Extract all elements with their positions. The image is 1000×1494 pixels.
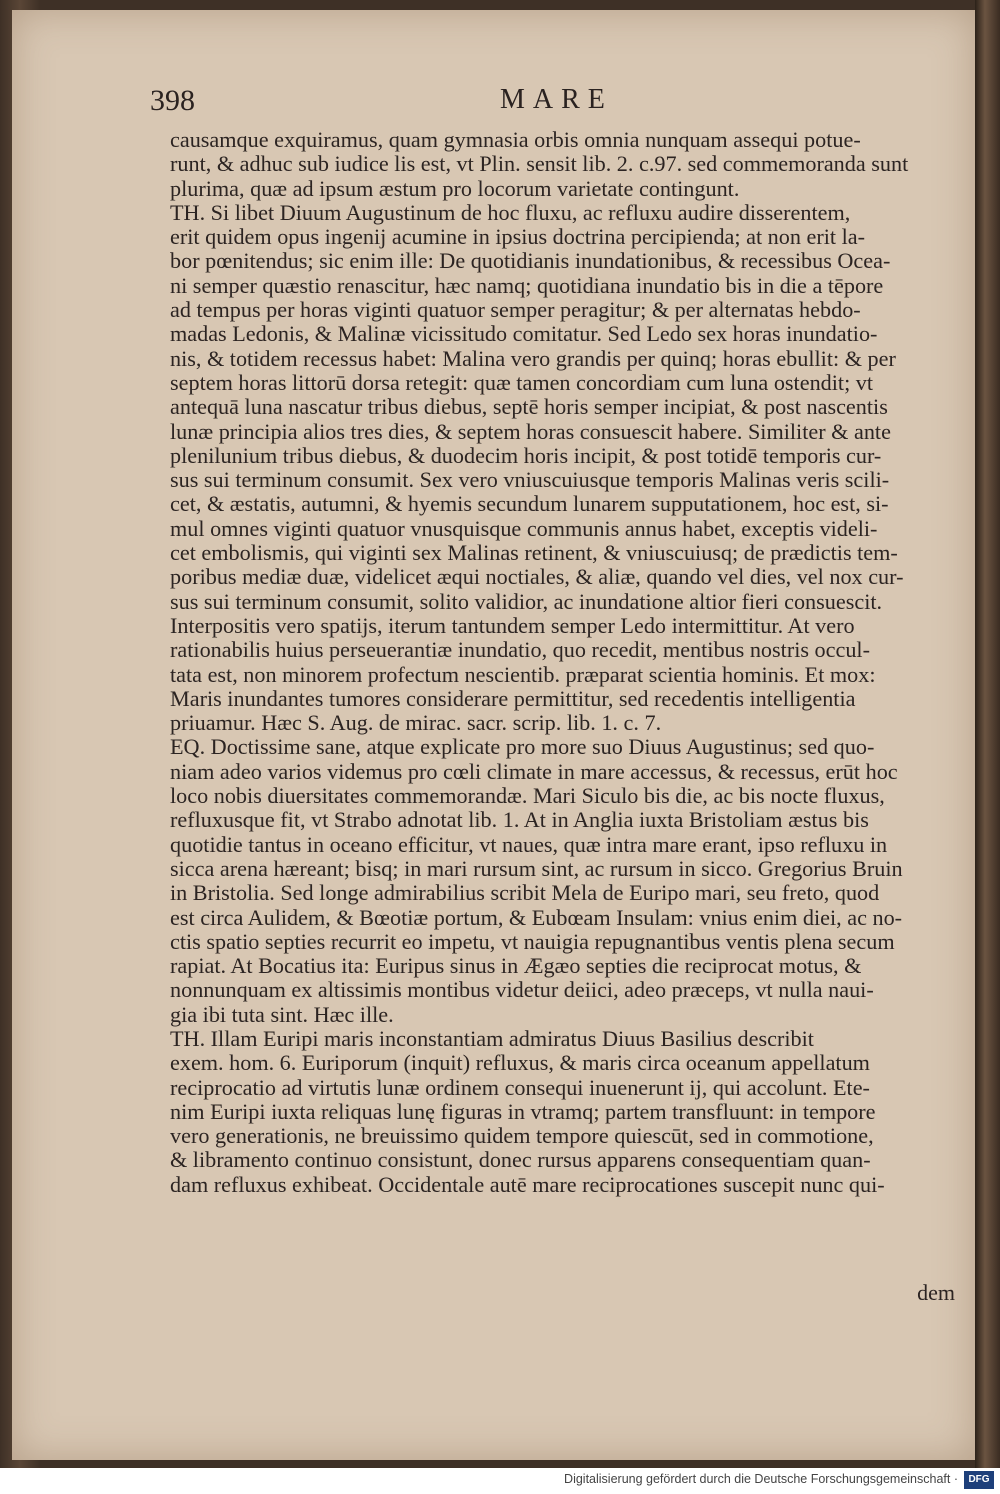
text-line: Maris inundantes tumores considerare permittitur, sed recedentis intelligentia — [170, 686, 856, 711]
text-line: plenilunium tribus diebus, & duodecim horis incipit, & post totidē temporis cur- — [170, 443, 882, 468]
catchword: dem — [917, 1280, 955, 1305]
text-line: quotidie tantus in oceano efficitur, vt naues, quæ intra mare erant, ipso refluxu in — [170, 832, 888, 857]
page-edge — [975, 0, 1000, 1468]
text-line: dam refluxus exhibeat. Occidentale autē mare reciprocationes suscepit nunc qui- — [170, 1172, 885, 1197]
page-number: 398 — [150, 84, 195, 117]
text-line: EQ. Doctissime sane, atque explicate pro more suo Diuus Augustinus; sed quo- — [170, 735, 875, 760]
text-line: exem. hom. 6. Euriporum (inquit) refluxus, & maris circa oceanum appellatum — [170, 1051, 870, 1076]
text-line: & libramento continuo consistunt, donec rursus apparens consequentiam quan- — [170, 1148, 871, 1173]
text-line: refluxusque fit, vt Strabo adnotat lib. 1. At in Anglia iuxta Bristoliam æstus bis — [170, 808, 869, 833]
text-line: gia ibi tuta sint. Hæc ille. — [170, 1002, 394, 1027]
text-line: reciprocatio ad virtutis lunæ ordinem consequi inuenerunt ij, qui accolunt. Ete- — [170, 1075, 870, 1100]
dfg-logo: DFG — [964, 1471, 994, 1489]
text-line: est circa Aulidem, & Bœotiæ portum, & Eubœam Insulam: vnius enim diei, ac no- — [170, 905, 903, 930]
text-line: Interpositis vero spatijs, iterum tantundem semper Ledo intermittitur. At vero — [170, 613, 855, 638]
text-line: antequā luna nascatur tribus diebus, septē horis semper incipiat, & post nascentis — [170, 395, 888, 420]
text-line: sus sui terminum consumit, solito validior, ac inundatione altior fieri consuescit. — [170, 589, 883, 614]
text-line: ctis spatio septies recurrit eo impetu, vt nauigia repugnantibus ventis plena secum — [170, 929, 895, 954]
text-line: TH. Si libet Diuum Augustinum de hoc fluxu, ac refluxu audire disserentem, — [170, 200, 851, 225]
text-line: madas Ledonis, & Malinæ vicissitudo comitatur. Sed Ledo sex horas inundatio- — [170, 322, 878, 347]
text-line: poribus mediæ duæ, videlicet æqui noctiales, & aliæ, quando vel dies, vel nox cur- — [170, 565, 904, 590]
funding-credit: Digitalisierung gefördert durch die Deutsche Forschungsgemeinschaft · — [564, 1472, 958, 1486]
text-line: lunæ principia alios tres dies, & septem horas consuescit habere. Similiter & ante — [170, 419, 891, 444]
text-line: mul omnes viginti quatuor vnusquisque communis annus habet, exceptis videli- — [170, 516, 878, 541]
text-line: rationabilis huius perseuerantiæ inundatio, quo recedit, mentibus nostris occul- — [170, 638, 870, 663]
body-text — [170, 128, 955, 1197]
text-line: priuamur. Hæc S. Aug. de mirac. sacr. scrip. lib. 1. c. 7. — [170, 711, 662, 736]
text-line: sicca arena hæreant; bisq; in mari rursum sint, ac rursum in sicco. Gregorius Bruin — [170, 856, 903, 881]
text-line: loco nobis diuersitates commemorandæ. Mari Siculo bis die, ac bis nocte fluxus, — [170, 784, 885, 809]
text-line: tata est, non minorem profectum nescientib. præparat scientia hominis. Et mox: — [170, 662, 876, 687]
text-line: erit quidem opus ingenij acumine in ipsius doctrina percipienda; at non erit la- — [170, 225, 866, 250]
text-line: cet embolismis, qui viginti sex Malinas retinent, & vniuscuiusq; de prædictis tem- — [170, 541, 898, 566]
text-line: rapiat. At Bocatius ita: Euripus sinus in Ægæo septies die reciprocat motus, & — [170, 954, 862, 979]
text-line: runt, & adhuc sub iudice lis est, vt Plin. sensit lib. 2. c.97. sed commemoranda sunt — [170, 152, 909, 177]
text-line: TH. Illam Euripi maris inconstantiam admiratus Diuus Basilius describit — [170, 1026, 814, 1051]
text-line: nis, & totidem recessus habet: Malina vero grandis per quinq; horas ebullit: & per — [170, 346, 896, 371]
text-line: causamque exquiramus, quam gymnasia orbis omnia nunquam assequi potue- — [170, 128, 861, 152]
text-line: niam adeo varios videmus pro cœli climate in mare accessus, & recessus, erūt hoc — [170, 759, 898, 784]
text-line: sus sui terminum consumit. Sex vero vniuscuiusque temporis Malinas veris scili- — [170, 468, 890, 493]
text-line: ad tempus per horas viginti quatuor semper peragitur; & per alternatas hebdo- — [170, 298, 861, 323]
text-line: vero generationis, ne breuissimo quidem tempore quiescūt, sed in commotione, — [170, 1124, 874, 1149]
text-line: septem horas littorū dorsa retegit: quæ tamen concordiam cum luna ostendit; vt — [170, 370, 874, 395]
page-header — [140, 84, 920, 124]
text-line: nonnunquam ex altissimis montibus videtur deiici, adeo præceps, vt nulla naui- — [170, 978, 874, 1003]
running-head: MARE — [500, 84, 613, 115]
text-line: in Bristolia. Sed longe admirabilius scribit Mela de Euripo mari, seu freto, quod — [170, 881, 880, 906]
text-line: plurima, quæ ad ipsum æstum pro locorum varietate contingunt. — [170, 176, 740, 201]
text-line: ni semper quæstio renascitur, hæc namq; quotidiana inundatio bis in die a tēpore — [170, 273, 884, 298]
text-line: bor pœnitendus; sic enim ille: De quotidianis inundationibus, & recessibus Ocea- — [170, 249, 891, 274]
text-line: cet, & æstatis, autumni, & hyemis secundum lunarem supputationem, hoc est, si- — [170, 492, 889, 517]
text-line: nim Euripi iuxta reliquas lunę figuras in vtramq; partem transfluunt: in tempore — [170, 1099, 876, 1124]
footer-bar — [0, 1468, 1000, 1494]
